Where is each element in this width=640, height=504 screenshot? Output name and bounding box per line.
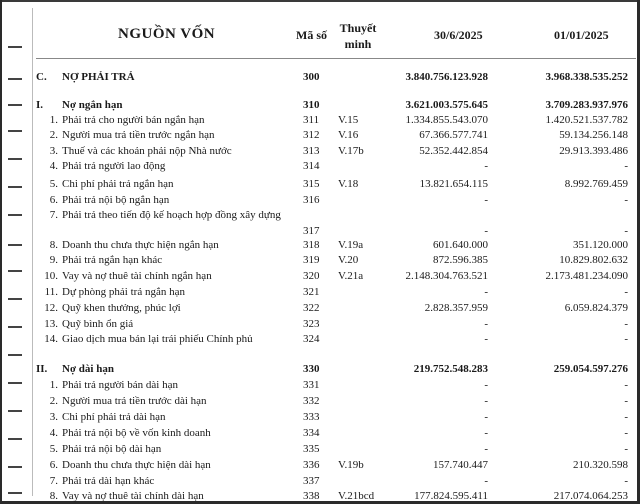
row-code: 312 bbox=[303, 129, 320, 141]
row-note: V.18 bbox=[338, 178, 359, 190]
table-row bbox=[0, 316, 640, 332]
row-name: Phải trả nội bộ ngắn hạn bbox=[62, 194, 170, 206]
row-value-current: 2.828.357.959 bbox=[424, 302, 488, 314]
row-value-opening: 1.420.521.537.782 bbox=[545, 114, 628, 126]
row-no: 6. bbox=[49, 194, 58, 206]
row-code: 324 bbox=[303, 333, 320, 345]
row-no: 10. bbox=[44, 270, 58, 282]
row-no: 14. bbox=[44, 333, 58, 345]
row-code: 338 bbox=[303, 490, 320, 502]
row-name: Phải trả người bán dài hạn bbox=[62, 379, 178, 391]
row-name: Quỹ khen thưởng, phúc lợi bbox=[62, 302, 181, 314]
row-code: 330 bbox=[303, 363, 320, 375]
row-no: I. bbox=[36, 99, 44, 111]
frame-top-border bbox=[0, 0, 640, 2]
row-no: 8. bbox=[49, 239, 58, 251]
row-code: 317 bbox=[303, 225, 320, 237]
row-no: 12. bbox=[44, 302, 58, 314]
row-no: 7. bbox=[49, 209, 58, 221]
row-value-current: - bbox=[484, 395, 488, 407]
header-date-opening: 01/01/2025 bbox=[554, 28, 609, 42]
row-value-opening: 3.709.283.937.976 bbox=[545, 99, 628, 111]
row-name: Vay và nợ thuê tài chính ngắn hạn bbox=[62, 270, 212, 282]
row-name: Phải trả nội bộ về vốn kinh doanh bbox=[62, 427, 211, 439]
row-note: V.20 bbox=[338, 254, 359, 266]
row-value-current: - bbox=[484, 194, 488, 206]
row-value-opening: - bbox=[624, 225, 628, 237]
row-value-opening: - bbox=[624, 286, 628, 298]
table-row bbox=[0, 97, 640, 113]
row-value-opening: 217.074.064.253 bbox=[553, 490, 628, 502]
row-name: Giao dịch mua bán lại trái phiếu Chính phủ bbox=[62, 333, 253, 345]
table-row bbox=[0, 457, 640, 473]
row-name: Vay và nợ thuê tài chính dài hạn bbox=[62, 490, 204, 502]
row-name: Nợ ngắn hạn bbox=[62, 99, 123, 111]
row-value-current: 872.596.385 bbox=[433, 254, 488, 266]
row-name: Doanh thu chưa thực hiện ngắn hạn bbox=[62, 239, 219, 251]
row-code: 318 bbox=[303, 239, 320, 251]
row-no: 11. bbox=[44, 286, 58, 298]
table-row bbox=[0, 69, 640, 85]
row-code: 322 bbox=[303, 302, 320, 314]
row-no: 1. bbox=[49, 114, 58, 126]
row-value-opening: 59.134.256.148 bbox=[559, 129, 628, 141]
row-value-opening: 6.059.824.379 bbox=[564, 302, 628, 314]
row-value-current: - bbox=[484, 333, 488, 345]
row-code: 333 bbox=[303, 411, 320, 423]
row-name: Quỹ bình ổn giá bbox=[62, 318, 134, 330]
table-row bbox=[0, 441, 640, 457]
table-row bbox=[0, 143, 640, 159]
row-no: 13. bbox=[44, 318, 58, 330]
row-value-current: - bbox=[484, 379, 488, 391]
row-value-opening: - bbox=[624, 427, 628, 439]
row-value-current: - bbox=[484, 443, 488, 455]
table-row bbox=[0, 425, 640, 441]
row-name: Nợ dài hạn bbox=[62, 363, 114, 375]
row-code: 332 bbox=[303, 395, 320, 407]
row-value-current: 2.148.304.763.521 bbox=[405, 270, 488, 282]
row-code: 316 bbox=[303, 194, 320, 206]
row-value-current: - bbox=[484, 160, 488, 172]
table-row bbox=[0, 361, 640, 377]
row-name: Người mua trả tiền trước dài hạn bbox=[62, 395, 207, 407]
row-name: Phải trả nội bộ dài hạn bbox=[62, 443, 162, 455]
row-value-opening: 3.968.338.535.252 bbox=[545, 71, 628, 83]
row-code: 313 bbox=[303, 145, 320, 157]
row-no: 3. bbox=[49, 145, 58, 157]
row-value-opening: 10.829.802.632 bbox=[559, 254, 628, 266]
table-row bbox=[0, 237, 640, 253]
table-row bbox=[0, 208, 640, 238]
row-name: Dự phòng phải trả ngắn hạn bbox=[62, 286, 185, 298]
row-value-current: 13.821.654.115 bbox=[419, 178, 488, 190]
row-value-opening: 259.054.597.276 bbox=[553, 363, 628, 375]
row-no: 2. bbox=[49, 395, 58, 407]
row-value-opening: 2.173.481.234.090 bbox=[545, 270, 628, 282]
row-value-current: 177.824.595.411 bbox=[414, 490, 488, 502]
row-no: 7. bbox=[49, 475, 58, 487]
row-note: V.19b bbox=[338, 459, 364, 471]
row-value-current: 219.752.548.283 bbox=[413, 363, 488, 375]
table-row bbox=[0, 112, 640, 128]
row-no: 5. bbox=[49, 178, 58, 190]
row-code: 319 bbox=[303, 254, 320, 266]
row-value-opening: - bbox=[624, 160, 628, 172]
row-name: NỢ PHẢI TRẢ bbox=[62, 71, 135, 83]
row-no: 6. bbox=[49, 459, 58, 471]
row-no: 1. bbox=[49, 379, 58, 391]
row-value-current: 3.621.003.575.645 bbox=[405, 99, 488, 111]
row-name: Phải trả theo tiến độ kế hoạch hợp đồng xây dựng bbox=[62, 209, 281, 221]
row-name: Chi phí phải trả ngắn hạn bbox=[62, 178, 174, 190]
row-value-opening: - bbox=[624, 475, 628, 487]
row-code: 315 bbox=[303, 178, 320, 190]
header-note: Thuyết minh bbox=[339, 21, 377, 51]
row-value-current: - bbox=[484, 318, 488, 330]
row-name: Thuế và các khoản phải nộp Nhà nước bbox=[62, 145, 232, 157]
row-value-current: 3.840.756.123.928 bbox=[405, 71, 488, 83]
row-no: 3. bbox=[49, 411, 58, 423]
header-rule bbox=[36, 58, 636, 59]
row-no: 4. bbox=[49, 427, 58, 439]
row-code: 334 bbox=[303, 427, 320, 439]
row-value-current: 157.740.447 bbox=[433, 459, 488, 471]
table-row bbox=[0, 284, 640, 300]
table-row bbox=[0, 192, 640, 208]
header-date-current: 30/6/2025 bbox=[434, 28, 483, 42]
row-value-opening: 210.320.598 bbox=[573, 459, 628, 471]
row-no: 2. bbox=[49, 129, 58, 141]
row-value-opening: 8.992.769.459 bbox=[564, 178, 628, 190]
row-value-opening: - bbox=[624, 379, 628, 391]
row-value-opening: 29.913.393.486 bbox=[559, 145, 628, 157]
row-note: V.17b bbox=[338, 145, 364, 157]
row-value-current: 601.640.000 bbox=[433, 239, 488, 251]
row-value-opening: - bbox=[624, 395, 628, 407]
row-name: Người mua trả tiền trước ngắn hạn bbox=[62, 129, 215, 141]
row-name: Phải trả người lao động bbox=[62, 160, 166, 172]
row-no: 8. bbox=[49, 490, 58, 502]
table-row bbox=[0, 176, 640, 192]
row-name: Phải trả cho người bán ngắn hạn bbox=[62, 114, 205, 126]
table-row bbox=[0, 300, 640, 316]
row-value-opening: - bbox=[624, 411, 628, 423]
row-code: 310 bbox=[303, 99, 320, 111]
row-value-current: - bbox=[484, 475, 488, 487]
row-value-current: 67.366.577.741 bbox=[419, 129, 488, 141]
row-no: 5. bbox=[49, 443, 58, 455]
row-name: Chi phí phải trả dài hạn bbox=[62, 411, 166, 423]
table-row bbox=[0, 377, 640, 393]
table-row bbox=[0, 409, 640, 425]
row-value-opening: - bbox=[624, 318, 628, 330]
table-row bbox=[0, 127, 640, 143]
header-code: Mã số bbox=[296, 28, 327, 42]
table-row bbox=[0, 473, 640, 489]
row-value-current: - bbox=[484, 427, 488, 439]
row-value-opening: 351.120.000 bbox=[573, 239, 628, 251]
row-value-current: - bbox=[484, 225, 488, 237]
row-note: V.15 bbox=[338, 114, 359, 126]
table-row bbox=[0, 158, 640, 174]
header-title: NGUỒN VỐN bbox=[118, 26, 216, 42]
row-value-current: 52.352.442.854 bbox=[419, 145, 488, 157]
row-code: 323 bbox=[303, 318, 320, 330]
row-code: 336 bbox=[303, 459, 320, 471]
table-row bbox=[0, 488, 640, 504]
row-note: V.16 bbox=[338, 129, 359, 141]
row-note: V.21a bbox=[338, 270, 364, 282]
row-name: Doanh thu chưa thực hiện dài hạn bbox=[62, 459, 211, 471]
row-value-current: 1.334.855.543.070 bbox=[405, 114, 488, 126]
row-value-opening: - bbox=[624, 333, 628, 345]
row-value-current: - bbox=[484, 286, 488, 298]
row-code: 321 bbox=[303, 286, 320, 298]
row-code: 335 bbox=[303, 443, 320, 455]
row-name: Phải trả dài hạn khác bbox=[62, 475, 155, 487]
row-code: 311 bbox=[303, 114, 320, 126]
table-row bbox=[0, 268, 640, 284]
row-value-current: - bbox=[484, 411, 488, 423]
row-no: 9. bbox=[49, 254, 58, 266]
table-row bbox=[0, 331, 640, 347]
margin-mark bbox=[8, 354, 22, 356]
row-value-opening: - bbox=[624, 194, 628, 206]
row-name: Phải trả ngắn hạn khác bbox=[62, 254, 163, 266]
row-no: II. bbox=[36, 363, 48, 375]
row-code: 331 bbox=[303, 379, 320, 391]
row-no: 4. bbox=[49, 160, 58, 172]
margin-mark bbox=[8, 46, 22, 48]
row-note: V.19a bbox=[338, 239, 364, 251]
row-no: C. bbox=[36, 71, 47, 83]
row-code: 320 bbox=[303, 270, 320, 282]
table-row bbox=[0, 393, 640, 409]
row-code: 300 bbox=[303, 71, 320, 83]
row-note: V.21bcd bbox=[338, 490, 375, 502]
row-code: 314 bbox=[303, 160, 320, 172]
row-code: 337 bbox=[303, 475, 320, 487]
table-row bbox=[0, 252, 640, 268]
row-value-opening: - bbox=[624, 443, 628, 455]
